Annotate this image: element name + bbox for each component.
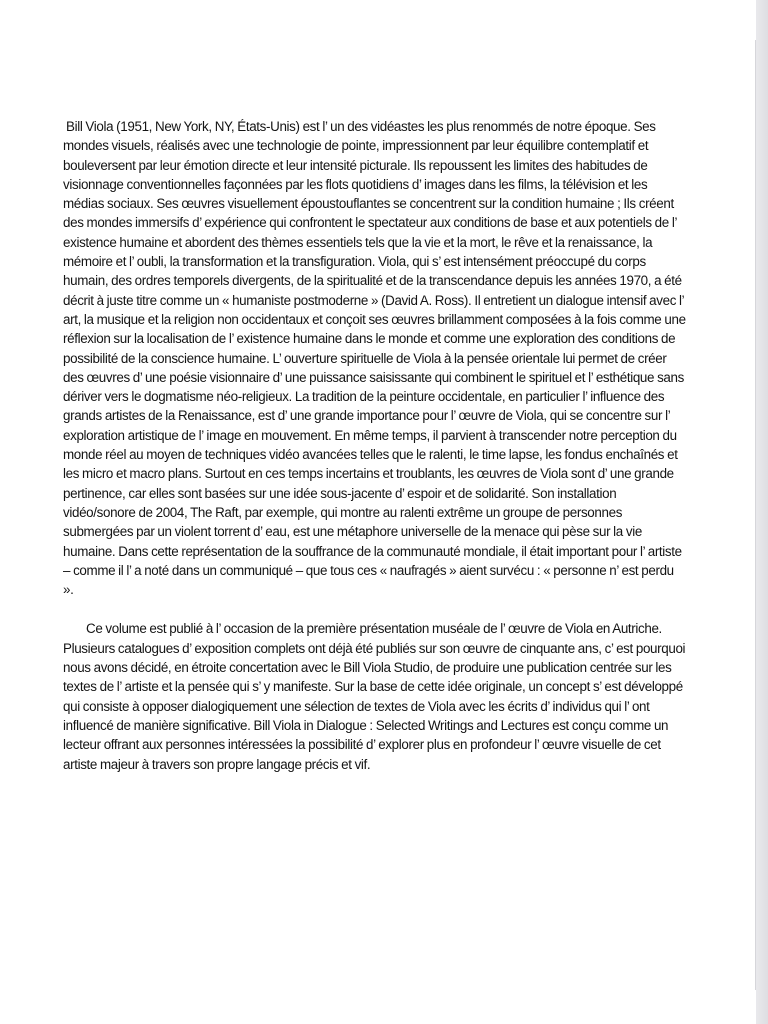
- body-text: [63, 117, 687, 774]
- paragraph-2: Ce volume est publié à l’ occasion de la première présentation muséale de l’ œuvre de Viola en Autriche. Plusieurs catalogues d’ exposition complets ont déjà été publiés sur son œuvre de cinquante ans, c’ est pourquoi nous avons décidé, en étroite concertation avec le Bill Viola Studio, de produire une publication centrée sur les textes de l’ artiste et la pensée qui s’ y manifeste. Sur la base de cette idée originale, un concept s’ est développé qui consiste à opposer dialogiquement une sélection de textes de Viola avec les écrits d’ individus qui l’ ont influencé de manière significative. Bill Viola in Dialogue : Selected Writings and Lectures est conçu comme un lecteur offrant aux personnes intéressées la possibilité d’ explorer plus en profondeur l’ œuvre visuelle de cet artiste majeur à travers son propre langage précis et vif.: [63, 621, 686, 772]
- page-edge-shadow: [756, 0, 768, 1024]
- paragraph-1: Bill Viola (1951, New York, NY, États-Unis) est l’ un des vidéastes les plus renommés de notre époque. Ses mondes visuels, réalisés avec une technologie de pointe, impressionnent par leur équilibre contemplatif et bouleversent par leur émotion directe et leur intensité picturale. Ils repoussent les limites des habitudes de visionnage conventionnelles façonnées par les flots quotidiens d’ images dans les films, la télévision et les médias sociaux. Ses œuvres visuellement époustouflantes se concentrent sur la condition humaine ; Ils créent des mondes immersifs d’ expérience qui confrontent le spectateur aux conditions de base et aux potentiels de l’ existence humaine et abordent des thèmes essentiels tels que la vie et la mort, le rêve et la renaissance, la mémoire et l’ oubli, la transformation et la transfiguration. Viola, qui s’ est intensément préoccupé du corps humain, des ordres temporels divergents, de la spiritualité et de la transcendance depuis les années 1970, a été décrit à juste titre comme un « humaniste postmoderne » (David A. Ross). Il entretient un dialogue intensif avec l’ art, la musique et la religion non occidentaux et conçoit ses œuvres brillamment composées à la fois comme une réflexion sur la localisation de l’ existence humaine dans le monde et comme une exploration des conditions de possibilité de la conscience humaine. L’ ouverture spirituelle de Viola à la pensée orientale lui permet de créer des œuvres d’ une poésie visionnaire d’ une puissance saisissante qui combinent le spirituel et l’ esthétique sans dériver vers le dogmatisme néo-religieux. La tradition de la peinture occidentale, en particulier l’ influence des grands artistes de la Renaissance, est d’ une grande importance pour l’ œuvre de Viola, qui se concentre sur l’ exploration artistique de l’ image en mouvement. En même temps, il parvient à transcender notre perception du monde réel au moyen de techniques vidéo avancées telles que le ralenti, le time lapse, les fondus enchaînés et les micro et macro plans. Surtout en ces temps incertains et troublants, les œuvres de Viola sont d’ une grande pertinence, car elles sont basées sur une idée sous-jacente d’ espoir et de solidarité. Son installation vidéo/sonore de 2004, The Raft, par exemple, qui montre au ralenti extrême un groupe de personnes submergées par un violent torrent d’ eau, est une métaphore universelle de la menace qui pèse sur la vie humaine. Dans cette représentation de la souffrance de la communauté mondiale, il était important pour l’ artiste – comme il l’ a noté dans un communiqué – que tous ces « naufragés » aient survécu : « personne n’ est perdu ».: [63, 119, 686, 598]
